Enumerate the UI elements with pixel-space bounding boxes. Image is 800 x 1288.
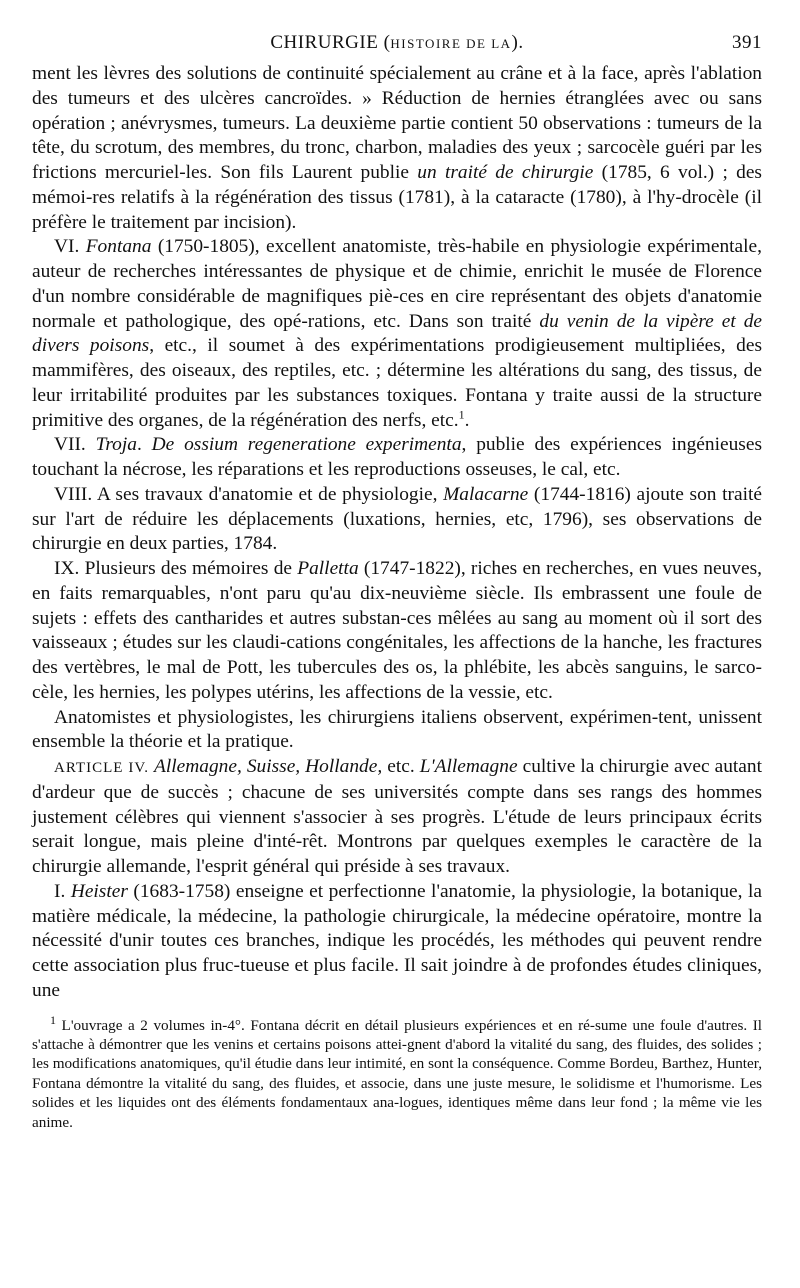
author-name: Troja bbox=[95, 434, 137, 456]
book-title: du venin de la vipère et de divers poisons bbox=[32, 310, 762, 357]
footnote-reference[interactable]: 1 bbox=[458, 407, 465, 422]
section-number: VII. bbox=[54, 434, 86, 456]
paragraph-continuation bbox=[32, 62, 762, 235]
footnote-mark: 1 bbox=[50, 1012, 56, 1027]
paragraph-troja bbox=[32, 433, 762, 483]
author-name: Heister bbox=[70, 880, 128, 902]
article-heading: ARTICLE IV. bbox=[54, 760, 149, 776]
running-head bbox=[32, 32, 762, 62]
book-title: un traité de chirurgie bbox=[417, 162, 594, 183]
paragraph-heister bbox=[32, 880, 762, 1004]
running-title-main: CHIRURGIE bbox=[270, 32, 379, 53]
section-number: I. bbox=[54, 880, 66, 902]
paragraph-text: , etc., il soumet à des expérimentations prodigieusement multipliées, des mammifères, des oiseaux, des reptiles, etc. ; détermine les altérations du sang, des tissus, de leur irritabilité produites par les substances toxiques. Fontana y traite aussi de la structure primitive des organes, de la régénération des nerfs, etc. bbox=[32, 335, 763, 431]
footnotes bbox=[32, 1012, 762, 1132]
footnote-text: L'ouvrage a 2 volumes in-4°. Fontana décrit en détail plusieurs expériences et en ré-sume une foule d'autres. Il s'attache à démontrer que les venins et certains poisons attei-gnent d'abord la vitalité du sang, des fluides, des solides ; les modifications anatomiques, qu'il étudie dans leur intimité, en sont la conséquence. Comme Bordeu, Barthez, Hunter, Fontana démontre la vitalité du sang, des fluides, et associe, dans une juste mesure, le solidisme et l'humorisme. Les solides et les liquides ont des éléments fondamentaux ana-logues, identiques même dans leur fond ; la même vie les anime. bbox=[32, 1016, 762, 1131]
paragraph-text: (1744-1816) ajoute son traité sur l'art de réduire les déplacements (luxations, hernies, etc, 1796), ses observations de chirurgie en deux parties, 1784. bbox=[32, 483, 762, 555]
paragraph-malacarne bbox=[32, 483, 762, 557]
paragraph-text: Anatomistes et physiologistes, les chirurgiens italiens observent, expérimen-tent, unissent ensemble la théorie et la pratique. bbox=[32, 706, 762, 753]
author-name: Malacarne bbox=[443, 483, 529, 505]
paragraph-text: A ses travaux d'anatomie et de physiologie, bbox=[96, 483, 438, 505]
section-number: IX. bbox=[54, 558, 80, 579]
paragraph-text: ment les lèvres des solutions de continuité spécialement au crâne et à la face, après l'ablation des tumeurs et des ulcères cancroïdes. » Réduction de hernies étranglées avec ou sans opération ; anévrysmes, tumeurs. La deuxième partie contient 50 observations : tumeurs de la tête, du scrotum, des membres, du tronc, charbon, maladies des yeux ; sarcocèle guéri par les frictions mercuriel-les. Son fils Laurent publie bbox=[32, 63, 762, 183]
page-number: 391 bbox=[732, 32, 762, 53]
country-name: L'Allemagne bbox=[419, 756, 518, 777]
running-title bbox=[32, 32, 762, 54]
paragraph-text: (1747-1822), riches en recherches, en vues neuves, en faits remarquables, n'ont paru qu'au dix-neuvième siècle. Ils embrassent une foule de sujets : effets des cantharides et autres substan-ces mêlées au sang au moment où il sort des vaisseaux ; études sur les claudi-cations congénitales, les affections de la hanche, les fractures des vertèbres, le mal de Pott, les tubercules des os, la phlébite, les abcès sanguins, le sarco-cèle, les hernies, les polypes utérins, les affections de la vessie, etc. bbox=[32, 558, 762, 703]
paragraph-fontana bbox=[32, 235, 762, 433]
author-name: Palletta bbox=[297, 558, 359, 579]
paragraph-text: cultive la chirurgie avec autant d'ardeur que de succès ; chacune de ses universités compte dans ses rangs des hommes justement célèbres qui viennent s'associer à ses progrès. L'étude de leurs principaux écrits serait longue, mais pleine d'inté-rêt. Montrons par quelques exemples le caractère de la chirurgie allemande, l'esprit général qui préside à ses travaux. bbox=[32, 756, 762, 877]
paragraph-text: Plusieurs des mémoires de bbox=[84, 558, 292, 579]
document-page bbox=[32, 32, 762, 1132]
section-number: VI. bbox=[54, 236, 80, 258]
article-title: Allemagne, Suisse, Hollande, bbox=[154, 756, 383, 777]
body-text bbox=[32, 62, 762, 1004]
paragraph-palletta bbox=[32, 557, 762, 706]
running-title-smallcaps: HISTOIRE DE LA bbox=[390, 36, 512, 51]
paragraph-text: (1750-1805), excellent anatomiste, très-habile en physiologie expérimentale, auteur de recherches intéressantes de physique et de chimie, enrichit le musée de Florence d'un nombre considérable de magnifiques piè-ces en cire représentant des objets d'anatomie normale et pathologique, des opé-rations, etc. Dans son traité bbox=[32, 236, 762, 332]
footnote bbox=[32, 1012, 762, 1132]
paragraph-text: (1683-1758) enseigne et perfectionne l'anatomie, la physiologie, la botanique, la matière médicale, la médecine, la pathologie chirurgicale, la médecine opératoire, montre la nécessité d'unir toutes ces branches, indique les procédés, les méthodes qui peuvent rendre cette association plus fruc-tueuse et plus facile. Il sait joindre à de profondes études cliniques, une bbox=[32, 880, 762, 1001]
paragraph-text: etc. bbox=[387, 756, 415, 777]
paragraph-text: . bbox=[136, 434, 142, 456]
paragraph-summary-italy bbox=[32, 706, 762, 756]
running-title-open: ( bbox=[383, 32, 391, 53]
running-title-close: ). bbox=[511, 32, 524, 53]
section-number: VIII. bbox=[54, 483, 93, 505]
book-title: De ossium regeneratione experimenta bbox=[151, 434, 462, 456]
paragraph-text: . bbox=[464, 409, 470, 431]
author-name: Fontana bbox=[85, 236, 152, 258]
paragraph-text: (1785, 6 vol.) ; des mémoi-res relatifs à la régénération des tissus (1781), à la cataracte (1780), à l'hy-drocèle (il préfère le traitement par incision). bbox=[32, 162, 762, 233]
paragraph-text: , publie des expériences ingénieuses touchant la nécrose, les réparations et les reproductions osseuses, le cal, etc. bbox=[32, 434, 762, 480]
paragraph-article-iv bbox=[32, 755, 762, 880]
